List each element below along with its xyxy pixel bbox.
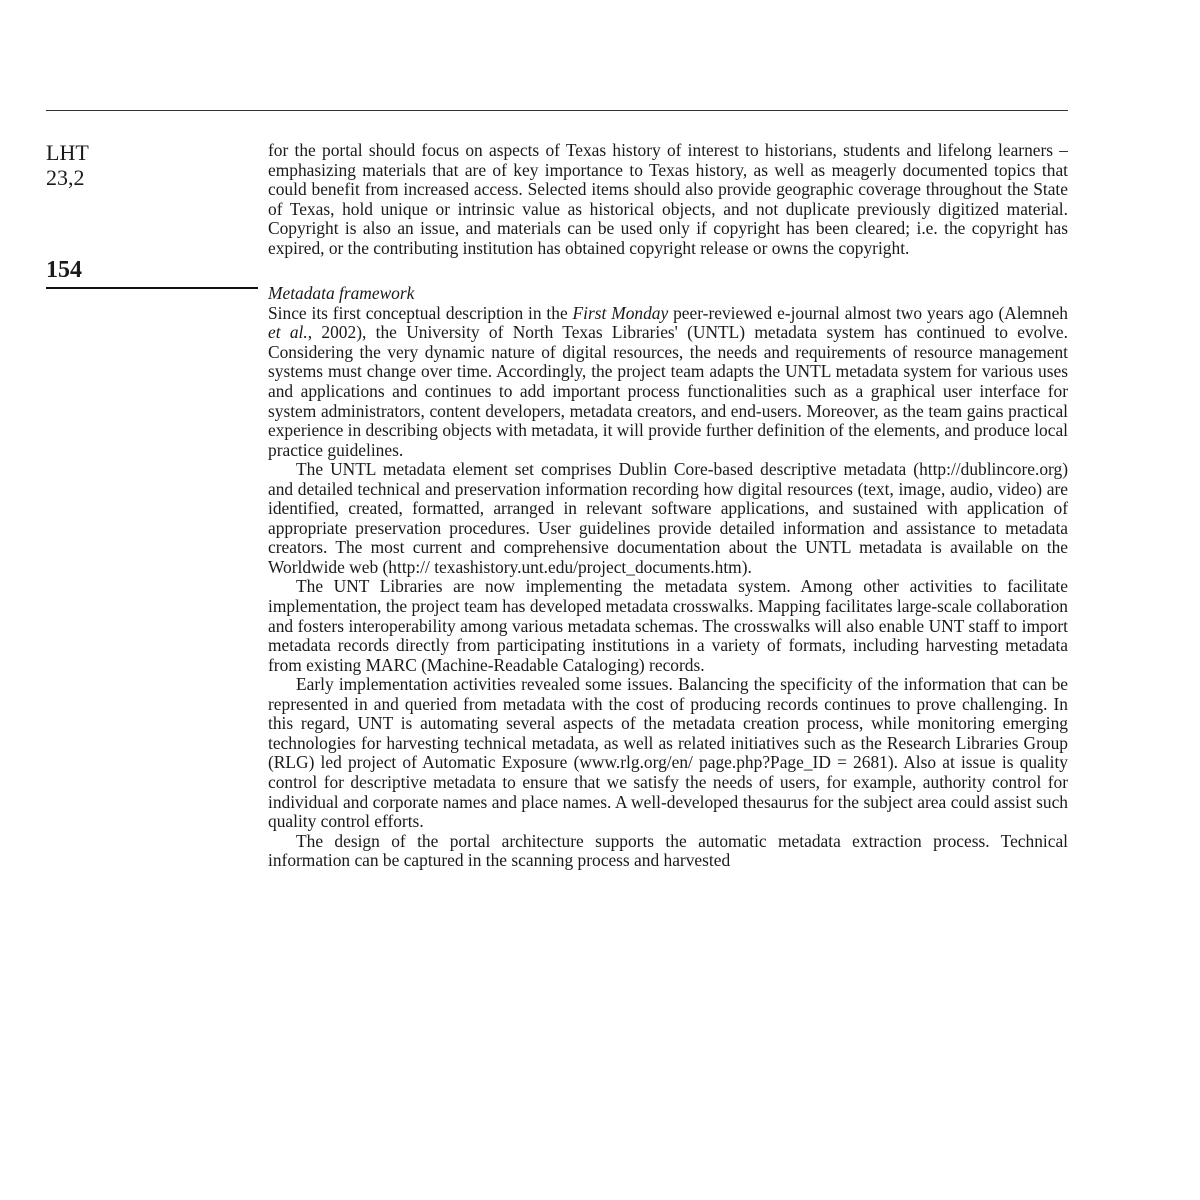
body-text <box>268 141 1068 871</box>
paragraph-metadata-5: The design of the portal architecture supports the automatic metadata extraction process. Technical information can be captured in the scanning process and harvested <box>268 830 1068 871</box>
paragraph-metadata-1 <box>268 304 1068 460</box>
journal-abbreviation: LHT <box>46 140 89 165</box>
citation-etal: et al. <box>268 322 308 343</box>
section-heading: Metadata framework <box>268 283 415 304</box>
text-run: , 2002), the University of North Texas Libraries' (UNTL) metadata system has continued to evolve. Considering the very dynamic nature of digital resources, the needs and requirements of resource management systems must change over time. Accordingly, the project team adapts the UNTL metadata system for various uses and applications and continues to add important process functionalities such as a graphical user interface for system administrators, content developers, metadata creators, and end-users. Moreover, as the team gains practical experience in describing objects with metadata, it will provide further definition of the elements, and produce local practice guidelines. <box>268 322 1068 460</box>
header-rule <box>46 110 1068 111</box>
text-run: Since its first conceptual description in the <box>268 302 573 323</box>
text-run: peer-reviewed e-journal almost two years ago (Alemneh <box>668 302 1068 323</box>
paragraph-metadata-3: The UNT Libraries are now implementing the metadata system. Among other activities to facilitate implementation, the project team has developed metadata crosswalks. Mapping facilitates large-scale collaboration and fosters interoperability among various metadata schemas. The crosswalks will also enable UNT staff to import metadata records directly from participating institutions in a variety of formats, including harvesting metadata from existing MARC (Machine-Readable Cataloging) records. <box>268 576 1068 675</box>
paragraph-metadata-2: The UNTL metadata element set comprises Dublin Core-based descriptive metadata (http://dublincore.org) and detailed technical and preservation information recording how digital resources (text, image, audio, video) are identified, created, formatted, arranged in relevant software applications, and sustained with application of appropriate preservation procedures. User guidelines provide detailed information and assistance to metadata creators. The most current and comprehensive documentation about the UNTL metadata is available on the Worldwide web (http:// texashistory.unt.edu/project_documents.htm). <box>268 459 1068 577</box>
page-number: 154 <box>46 257 82 283</box>
page-number-rule <box>46 287 258 289</box>
volume-issue: 23,2 <box>46 165 85 190</box>
paragraph-metadata-4: Early implementation activities revealed some issues. Balancing the specificity of the information that can be represented in and queried from metadata with the cost of producing records continues to prove challenging. In this regard, UNT is automating several aspects of the metadata creation process, while monitoring emerging technologies for harvesting technical metadata, as well as related initiatives such as the Research Libraries Group (RLG) led project of Automatic Exposure (www.rlg.org/en/ page.php?Page_ID = 2681). Also at issue is quality control for descriptive metadata to ensure that we satisfy the needs of users, for example, authority control for individual and corporate names and place names. A well-developed thesaurus for the subject area could assist such quality control efforts. <box>268 674 1068 832</box>
margin-column <box>46 140 258 283</box>
paragraph-intro: for the portal should focus on aspects of Texas history of interest to historians, students and lifelong learners – emphasizing materials that are of key importance to Texas history, as well as meagerly documented topics that could benefit from increased access. Selected items should also provide geographic coverage throughout the State of Texas, hold unique or intrinsic value as historical objects, and not duplicate previously digitized material. Copyright is also an issue, and materials can be used only if copyright has been cleared; i.e. the copyright has expired, or the contributing institution has obtained copyright release or owns the copyright. <box>268 140 1068 258</box>
publication-title: First Monday <box>572 302 669 323</box>
